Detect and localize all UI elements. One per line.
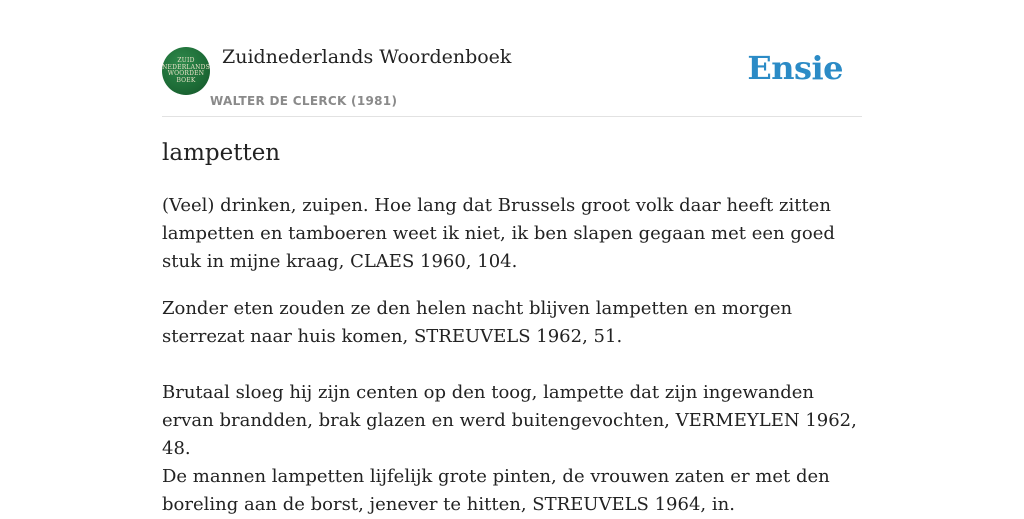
book-logo-text: ZUID NEDERLANDS WOORDEN BOEK	[162, 57, 210, 84]
book-title[interactable]: Zuidnederlands Woordenboek	[222, 46, 512, 68]
entry-definition: (Veel) drinken, zuipen. Hoe lang dat Brussels groot volk daar heeft zitten lampetten en tamboeren weet ik niet, ik ben slapen gegaan met een goed stuk in mijne kraag, CLAES 1960, 104.	[162, 195, 835, 272]
entry-example: Zonder eten zouden ze den helen nacht blijven lampetten en morgen sterrezat naar huis komen, STREUVELS 1962, 51.	[162, 298, 793, 347]
entry-headword: lampetten	[162, 140, 281, 166]
book-author: WALTER DE CLERCK (1981)	[210, 94, 398, 108]
entry-example: De mannen lampetten lijfelijk grote pinten, de vrouwen zaten er met den boreling aan de borst, jenever te hitten, STREUVELS 1964, in.	[162, 466, 830, 515]
ensie-logo[interactable]: Ensie	[747, 49, 843, 87]
book-logo[interactable]	[162, 47, 210, 95]
page-content	[162, 0, 862, 515]
entry-example: Brutaal sloeg hij zijn centen op den toog, lampette dat zijn ingewanden ervan brandden, brak glazen en werd buitengevochten, VERMEYLEN 1962, 48.	[162, 382, 857, 459]
header	[162, 0, 862, 117]
